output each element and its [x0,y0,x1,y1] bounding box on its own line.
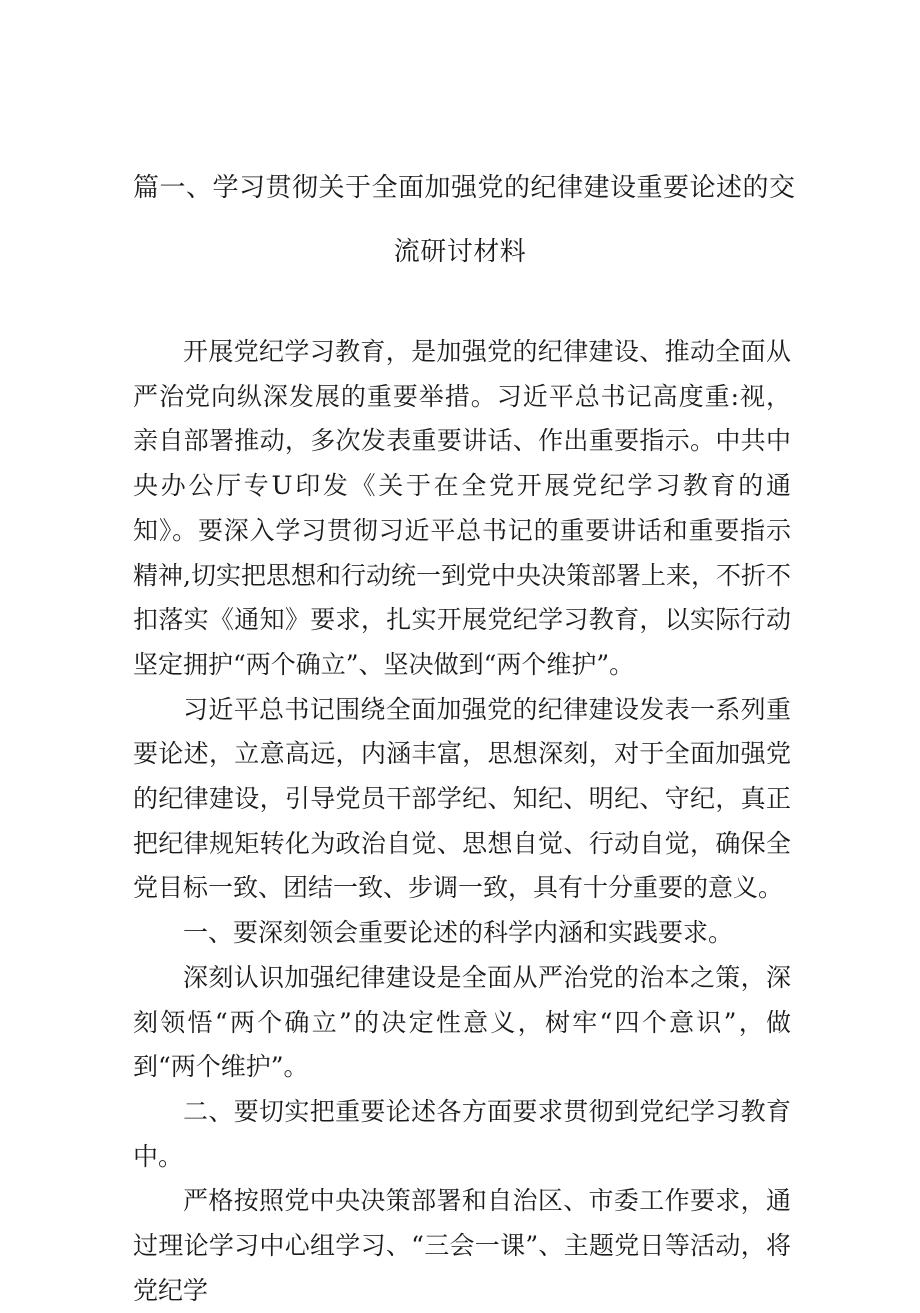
section-heading: 二、要切实把重要论述各方面要求贯彻到党纪学习教育中。 [133,1096,791,1171]
section-heading: 一、要深刻领会重要论述的科学内涵和实践要求。 [183,918,734,948]
document-title-line-2: 流研讨材料 [393,237,527,267]
paragraph: 开展党纪学习教育，是加强党的纪律建设、推动全面从严治党向纵深发展的重要举措。习近平总书记高度重:视，亲自部署推动，多次发表重要讲话、作出重要指示。中共中央办公厅专U印发《关于在全党开展党纪学习教育的通知》。要深入学习贯彻习近平总书记的重要讲话和重要指示精神,切实把思想和行动统一到党中央决策部署上来，不折不扣落实《通知》要求，扎实开展党纪学习教育，以实际行动坚定拥护“两个确立”、坚决做到“两个维护”。 [133,337,791,679]
paragraph: 严格按照党中央决策部署和自治区、市委工作要求，通过理论学习中心组学习、“三会一课”、主题党日等活动，将党纪学 [133,1186,791,1305]
paragraph: 深刻认识加强纪律建设是全面从严治党的治本之策，深刻领悟“两个确立”的决定性意义，树牢“四个意识”，做到“两个维护”。 [133,962,791,1082]
paragraph: 习近平总书记围绕全面加强党的纪律建设发表一系列重要论述，立意高远，内涵丰富，思想深刻，对于全面加强党的纪律建设，引导党员干部学纪、知纪、明纪、守纪，真正把纪律规矩转化为政治自觉、思想自觉、行动自觉，确保全党目标一致、团结一致、步调一致，具有十分重要的意义。 [133,694,791,903]
document-body [133,330,791,1313]
document-title-line-1: 篇一、学习贯彻关于全面加强党的纪律建设重要论述的交 [133,173,796,203]
